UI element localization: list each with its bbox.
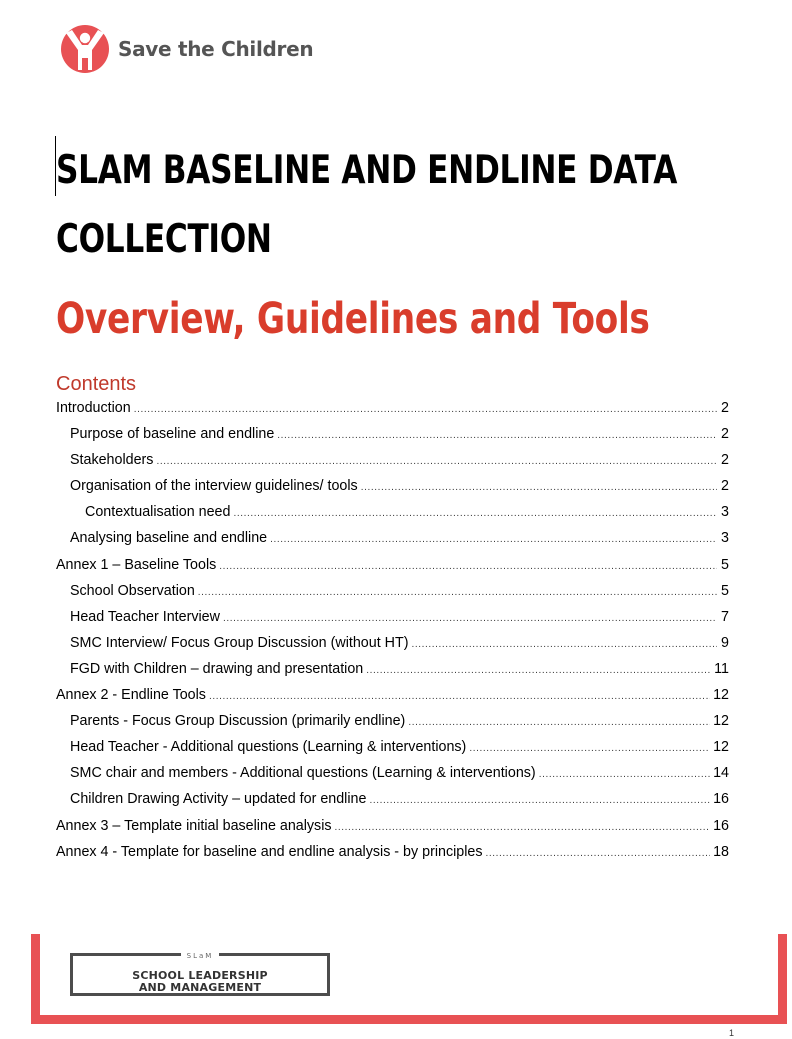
- toc-entry-page: 11: [714, 660, 729, 677]
- document-subtitle: Overview, Guidelines and Tools: [56, 294, 650, 344]
- toc-entry[interactable]: [56, 682, 729, 708]
- title-line-2: COLLECTION: [56, 217, 272, 262]
- toc-entry[interactable]: [56, 578, 729, 604]
- toc-dot-leader: [233, 499, 717, 527]
- toc-dot-leader: [408, 708, 710, 736]
- toc-dot-leader: [539, 760, 710, 788]
- slam-line-1: SCHOOL LEADERSHIP: [132, 969, 268, 982]
- toc-entry-label: SMC chair and members - Additional questions (Learning & interventions): [70, 765, 536, 782]
- toc-entry-label: Annex 4 - Template for baseline and endline analysis - by principles: [56, 843, 483, 860]
- toc-entry-page: 18: [713, 843, 729, 860]
- toc-entry[interactable]: [56, 395, 729, 421]
- toc-entry-page: 7: [721, 608, 729, 625]
- toc-entry-label: FGD with Children – drawing and presentation: [70, 660, 364, 677]
- toc-dot-leader: [209, 682, 710, 710]
- toc-dot-leader: [411, 630, 717, 658]
- toc-entry-page: 5: [721, 582, 729, 599]
- toc-entry-page: 5: [721, 556, 729, 573]
- toc-entry[interactable]: [56, 447, 729, 473]
- toc-entry-label: Head Teacher Interview: [70, 608, 220, 625]
- toc-entry[interactable]: [56, 760, 729, 786]
- toc-entry-page: 2: [721, 478, 729, 495]
- toc-entry-label: Annex 1 – Baseline Tools: [56, 556, 217, 573]
- slam-line-2: AND MANAGEMENT: [138, 981, 262, 994]
- toc-entry-page: 16: [713, 791, 729, 808]
- save-the-children-emblem-icon: [60, 24, 110, 74]
- toc-entry[interactable]: [56, 499, 729, 525]
- toc-entry-page: 2: [721, 426, 729, 443]
- toc-entry-page: 16: [713, 817, 729, 834]
- toc-dot-leader: [361, 473, 717, 501]
- toc-dot-leader: [369, 786, 710, 814]
- toc-entry-label: Children Drawing Activity – updated for endline: [70, 791, 367, 808]
- toc-entry[interactable]: [56, 525, 729, 551]
- logo-text: Save the Children: [118, 37, 314, 61]
- toc-entry[interactable]: [56, 630, 729, 656]
- toc-entry[interactable]: [56, 786, 729, 812]
- toc-dot-leader: [366, 656, 711, 684]
- toc-entry-label: SMC Interview/ Focus Group Discussion (without HT): [70, 634, 409, 651]
- slam-small-text: SLaM: [181, 952, 220, 960]
- toc-dot-leader: [270, 525, 717, 553]
- toc-entry-page: 12: [713, 687, 729, 704]
- toc-dot-leader: [486, 839, 711, 867]
- toc-entry-page: 3: [721, 504, 729, 521]
- toc-entry[interactable]: [56, 656, 729, 682]
- toc-entry[interactable]: [56, 839, 729, 865]
- toc-dot-leader: [469, 734, 710, 762]
- toc-dot-leader: [156, 447, 717, 475]
- toc-entry[interactable]: [56, 708, 729, 734]
- toc-entry[interactable]: [56, 421, 729, 447]
- toc-entry-page: 12: [713, 713, 729, 730]
- toc-dot-leader: [223, 604, 717, 632]
- toc-entry-label: Annex 3 – Template initial baseline analysis: [56, 817, 332, 834]
- slam-main-label: [73, 970, 327, 994]
- page-number: 1: [729, 1028, 735, 1038]
- toc-entry-page: 14: [713, 765, 729, 782]
- toc-entry-page: 2: [721, 400, 729, 416]
- toc-dot-leader: [277, 421, 717, 449]
- slam-logo-box: [70, 953, 330, 996]
- toc-entry[interactable]: [56, 604, 729, 630]
- toc-dot-leader: [219, 552, 717, 580]
- toc-entry[interactable]: [56, 813, 729, 839]
- toc-dot-leader: [198, 578, 717, 606]
- toc-entry-label: Annex 2 - Endline Tools: [56, 687, 206, 704]
- toc-entry-label: Organisation of the interview guidelines/ tools: [70, 478, 358, 495]
- toc-entry-label: Contextualisation need: [85, 504, 231, 521]
- toc-entry-page: 9: [721, 634, 729, 651]
- table-of-contents: [56, 395, 729, 865]
- toc-entry[interactable]: [56, 734, 729, 760]
- slam-small-label: [73, 952, 327, 960]
- toc-dot-leader: [335, 813, 711, 841]
- toc-entry[interactable]: [56, 552, 729, 578]
- toc-entry-label: Introduction: [56, 400, 131, 416]
- slam-logo: [70, 950, 330, 996]
- toc-entry-label: Parents - Focus Group Discussion (primarily endline): [70, 713, 406, 730]
- toc-entry[interactable]: [56, 473, 729, 499]
- toc-entry-label: Analysing baseline and endline: [70, 530, 268, 547]
- toc-dot-leader: [134, 395, 717, 423]
- contents-heading: Contents: [56, 373, 137, 395]
- toc-entry-label: School Observation: [70, 582, 195, 599]
- title-line-1: SLAM BASELINE AND ENDLINE DATA: [56, 148, 678, 193]
- toc-entry-label: Purpose of baseline and endline: [70, 426, 275, 443]
- toc-entry-page: 12: [713, 739, 729, 756]
- document-title: [56, 136, 678, 274]
- toc-entry-page: 2: [721, 452, 729, 469]
- save-the-children-logo: [60, 24, 313, 74]
- toc-entry-page: 3: [721, 530, 729, 547]
- toc-entry-label: Stakeholders: [70, 452, 154, 469]
- toc-entry-label: Head Teacher - Additional questions (Learning & interventions): [70, 739, 467, 756]
